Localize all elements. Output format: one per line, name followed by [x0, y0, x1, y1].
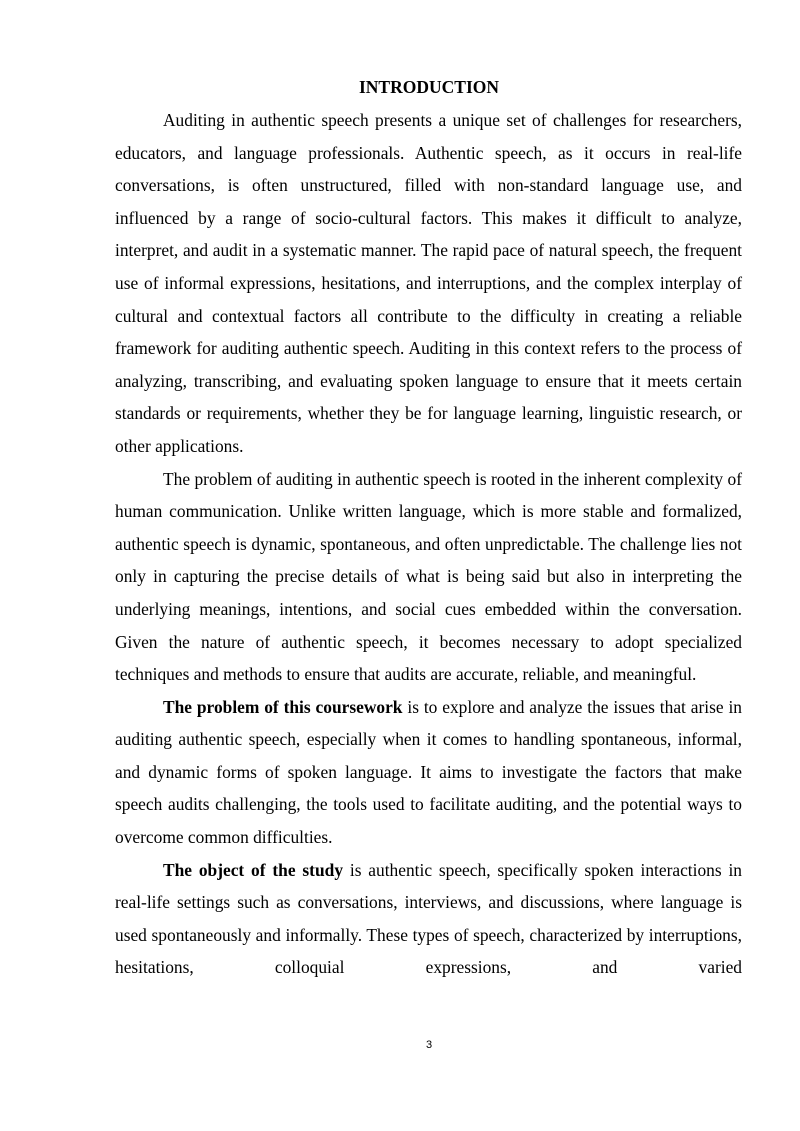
paragraph-4-text: is authentic speech, specifically spoken interactions in real-life settings such as conversations, interviews, and discussions, where language is used spontaneously and informally. These types of speech, characterized by interruptions, hesitations, colloquial expressions, and varied: [115, 859, 742, 978]
body-text: [115, 104, 742, 984]
paragraph-3-text: is to explore and analyze the issues that arise in auditing authentic speech, especially when it comes to handling spontaneous, informal, and dynamic forms of spoken language. It aims to investigate the factors that make speech audits challenging, the tools used to facilitate auditing, and the potential ways to overcome common difficulties.: [115, 696, 742, 848]
paragraph-1: [115, 104, 742, 463]
paragraph-2: [115, 463, 742, 691]
paragraph-2-text: The problem of auditing in authentic speech is rooted in the inherent complexity of human communication. Unlike written language, which is more stable and formalized, authentic speech is dynamic, spontaneous, and often unpredictable. The challenge lies not only in capturing the precise details of what is being said but also in interpreting the underlying meanings, intentions, and social cues embedded within the conversation. Given the nature of authentic speech, it becomes necessary to adopt specialized techniques and methods to ensure that audits are accurate, reliable, and meaningful.: [115, 468, 742, 685]
paragraph-3: [115, 691, 742, 854]
paragraph-3-lead: The problem of this coursework: [163, 696, 403, 717]
paragraph-1-text: Auditing in authentic speech presents a unique set of challenges for researchers, educators, and language professionals. Authentic speech, as it occurs in real-life conversations, is often unstructured, filled with non-standard language use, and influenced by a range of socio-cultural factors. This makes it difficult to analyze, interpret, and audit in a systematic manner. The rapid pace of natural speech, the frequent use of informal expressions, hesitations, and interruptions, and the complex interplay of cultural and contextual factors all contribute to the difficulty in creating a reliable framework for auditing authentic speech. Auditing in this context refers to the process of analyzing, transcribing, and evaluating spoken language to ensure that it meets certain standards or requirements, whether they be for language learning, linguistic research, or other applications.: [115, 110, 742, 456]
page-number: 3: [425, 1039, 433, 1051]
paragraph-4: [115, 854, 742, 984]
paragraph-4-lead: The object of the study: [163, 859, 344, 880]
section-title: INTRODUCTION: [358, 77, 500, 97]
